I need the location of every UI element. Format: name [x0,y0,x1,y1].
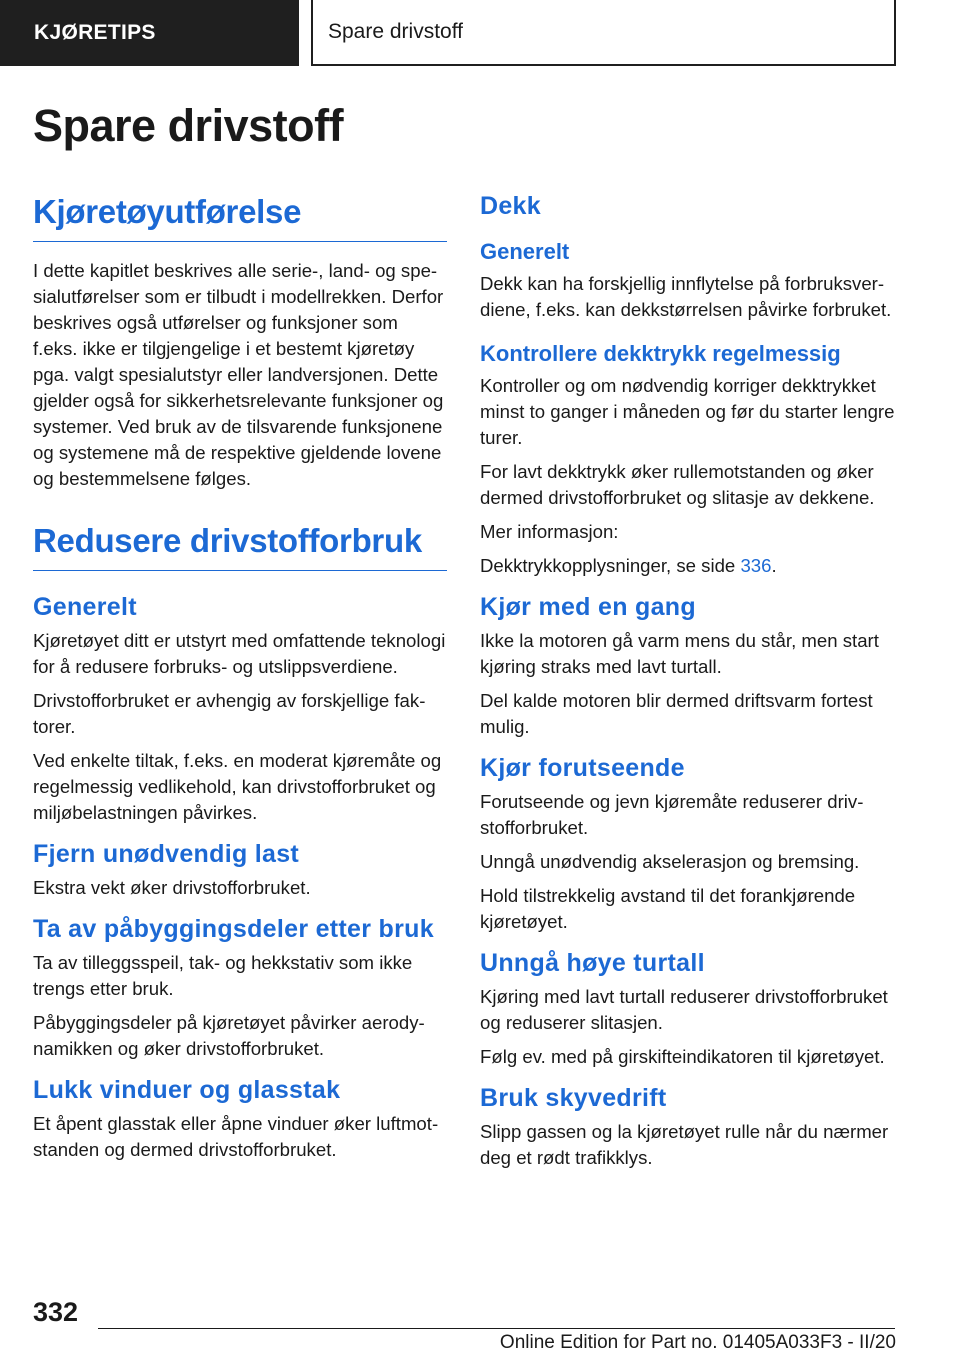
paragraph: Kontroller og om nødvendig korriger dekktrykket minst to ganger i måneden og før du starter lengre turer. [480,375,895,448]
paragraph: Mer informasjon: [480,521,619,542]
paragraph: Kjøring med lavt turtall reduserer drivstofforbruket og reduserer slitasjen. [480,986,888,1033]
paragraph: Unngå unødvendig akselerasjon og bremsing. [480,851,860,872]
paragraph: Hold tilstrekkelig avstand til det forankjørende kjøretøyet. [480,885,856,932]
paragraph: Ta av tilleggsspeil, tak- og hekkstativ som ikke trengs etter bruk. [33,952,413,999]
subheading-check-tire-pressure: Kontrollere dekktrykk regelmessig [480,341,841,366]
paragraph: For lavt dekktrykk øker rullemotstanden og øker dermed drivstofforbruket og slitasje av dekkene. [480,461,875,508]
subheading-remove-load: Fjern unødvendig last [33,840,300,868]
paragraph-vehicle-design: I dette kapitlet beskrives alle serie-, land- og spesialutførelser som er tilbudt i modellrekken. Derfor beskrives også utførelser og funksjoner som f.eks. ikke er tilgjengelige i et bestemt kjøretøy pga. valgt spesialutstyr eller landversjonen. Dette gjelder også for sikkerhetsrelevante funksjoner og systemer. Ved bruk av de tilsvarende funksjonene og systemene må de respektive gjeldende lovene og bestemmelsene følges. [33,260,444,489]
page-number: 332 [33,1297,79,1327]
heading-vehicle-design: Kjøretøyutførelse [33,193,447,242]
footer-divider [98,1328,895,1329]
cross-reference-text: Dekktrykkopplysninger, se side [480,555,741,576]
paragraph: Et åpent glasstak eller åpne vinduer øker luftmotstanden og dermed drivstofforbruket. [33,1113,439,1160]
subheading-tires-general: Generelt [480,239,570,264]
left-column [33,180,447,1163]
paragraph: Påbyggingsdeler på kjøretøyet påvirker aerodynamikken og øker drivstofforbruket. [33,1012,425,1059]
page-link-336[interactable]: 336 [740,555,772,576]
page-header [0,0,960,66]
subheading-anticipate: Kjør forutseende [480,754,685,782]
subheading-tires: Dekk [480,192,541,220]
page-title: Spare drivstoff [33,100,344,151]
heading-reduce-fuel: Redusere drivstofforbruk [33,522,447,571]
paragraph: Ikke la motoren gå varm mens du står, men start kjøring straks med lavt turtall. [480,630,879,677]
paragraph: Forutseende og jevn kjøremåte reduserer drivstofforbruket. [480,791,864,838]
paragraph: Ved enkelte tiltak, f.eks. en moderat kjøremåte og regelmessig vedlikehold, kan drivstofforbruket og miljøbelastningen påvirkes. [33,750,442,823]
subheading-drive-off: Kjør med en gang [480,593,696,621]
paragraph: Drivstofforbruket er avhengig av forskjellige faktorer. [33,690,426,737]
section-label: Spare drivstoff [311,0,896,66]
subheading-coasting: Bruk skyvedrift [480,1084,667,1112]
right-column [480,180,896,1171]
subheading-remove-attachments: Ta av påbyggingsdeler etter bruk [33,915,434,943]
paragraph: Ekstra vekt øker drivstofforbruket. [33,877,311,898]
paragraph: Kjøretøyet ditt er utstyrt med omfattende teknologi for å redusere forbruks- og utslippsverdiene. [33,630,446,677]
subheading-avoid-high-rpm: Unngå høye turtall [480,949,705,977]
paragraph: Slipp gassen og la kjøretøyet rulle når du nærmer deg et rødt trafikklys. [480,1121,889,1168]
subheading-general: Generelt [33,593,137,621]
paragraph: Følg ev. med på girskifteindikatoren til kjøretøyet. [480,1046,885,1067]
chapter-label: KJØRETIPS [0,0,299,66]
cross-reference-period: . [771,555,777,576]
paragraph-cross-reference [480,553,896,579]
subheading-close-windows: Lukk vinduer og glasstak [33,1076,341,1104]
edition-note: Online Edition for Part no. 01405A033F3 - II/20 [499,1332,896,1353]
paragraph: Dekk kan ha forskjellig innflytelse på forbruksverdiene, f.eks. kan dekkstørrelsen påvirke forbruket. [480,273,892,320]
paragraph: Del kalde motoren blir dermed driftsvarm fortest mulig. [480,690,873,737]
